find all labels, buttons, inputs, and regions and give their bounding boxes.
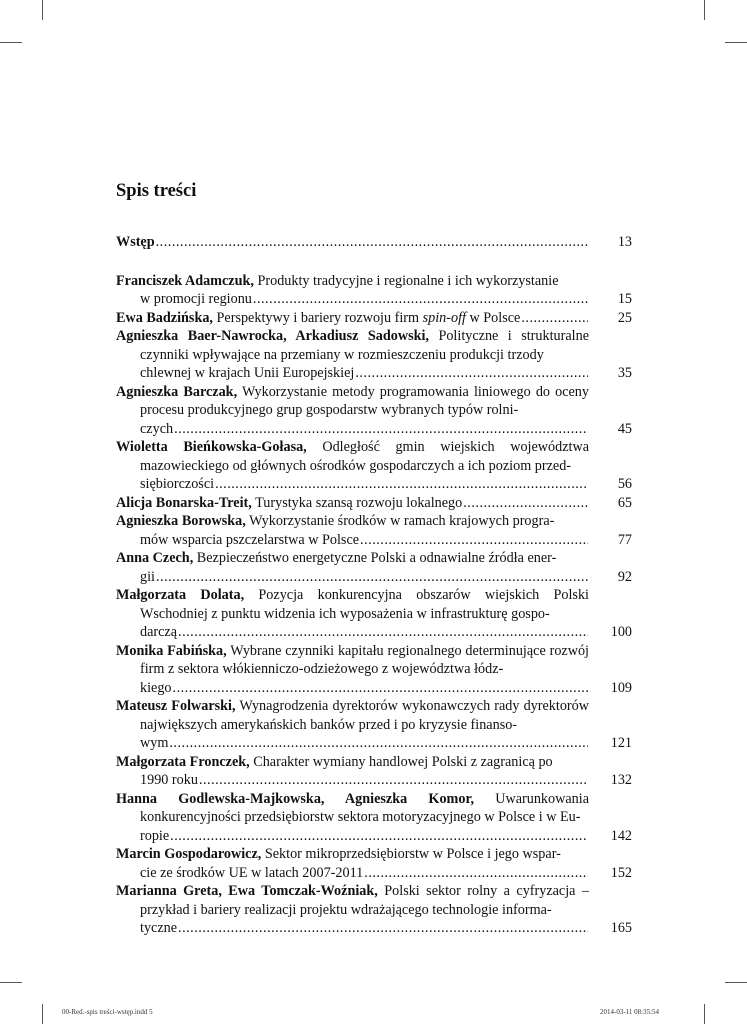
toc-author: Agnieszka Barczak, [116,383,238,400]
table-of-contents [116,233,632,938]
leader-dots [463,494,588,513]
toc-title-part: Wykorzystanie środków w ramach krajowych progra- [245,513,555,529]
toc-page-number: 121 [610,735,632,751]
toc-author: Agnieszka Baer-Nawrocka, Arkadiusz Sadowski, [116,328,429,344]
toc-author: Małgorzata Dolata, [116,587,245,603]
toc-entry[interactable] [116,438,632,494]
toc-entry[interactable] [116,494,632,513]
toc-entry-text [116,327,589,364]
toc-entry[interactable] [116,272,632,309]
toc-title-part: Produkty tradycyjne i regionalne i ich wykorzystanie [253,272,559,289]
toc-title-line [116,494,462,513]
toc-page-number: 45 [617,420,632,437]
toc-last-line [116,679,589,698]
toc-last-line [116,531,589,550]
toc-last-line [116,494,589,513]
toc-entry-intro[interactable] [116,233,632,252]
toc-entry-text [116,753,589,772]
toc-entry[interactable] [116,383,632,439]
toc-last-line [116,568,589,587]
toc-title-part: Perspektywy i bariery rozwoju firm [212,309,423,326]
toc-page-number: 56 [617,476,632,492]
crop-mark [0,42,22,43]
toc-title-part: Bezpieczeństwo energetyczne Polski a odnawialne źródła ener- [193,550,557,566]
toc-last-line [116,364,589,383]
toc-entry[interactable] [116,309,632,328]
crop-mark [725,982,747,983]
toc-title-end: 1990 roku [140,772,198,788]
toc-title-part: Charakter wymiany handlowej Polski z zagranicą po [249,753,553,770]
toc-entry[interactable] [116,697,632,753]
toc-title-part: Sektor mikroprzedsiębiorstw w Polsce i jego wspar- [261,846,561,862]
leader-dots [169,734,588,753]
toc-entry-text [116,642,589,679]
toc-entry-text [116,438,589,475]
toc-title-part: Wybrane czynniki kapitału regionalnego determinujące rozwój firm z sektora włókienniczo-odzieżowego z województwa łódz- [140,642,589,677]
toc-author: Małgorzata Fronczek, [116,753,250,770]
toc-author: Mateusz Folwarski, [116,698,236,714]
toc-page-number: 65 [617,494,632,511]
leader-dots [360,531,588,550]
crop-mark [42,1004,43,1024]
toc-last-line [116,309,589,328]
toc-title-part: Wykorzystanie metody programowania liniowego do oceny procesu produkcyjnego grup gospodarstw wybranych typów rolni- [140,383,589,418]
toc-entry[interactable] [116,845,632,882]
toc-entry[interactable] [116,790,632,846]
toc-entry[interactable] [116,549,632,586]
leader-dots [156,568,588,587]
toc-author: Wioletta Bieńkowska-Gołasa, [116,439,307,455]
toc-last-line [116,864,589,883]
toc-title-end: ropie [140,827,170,844]
toc-last-line [116,623,589,642]
leader-dots [521,309,588,328]
toc-title-end: czych [140,420,174,437]
toc-page-number: 92 [617,568,632,585]
toc-entry-list [116,272,632,938]
toc-author: Franciszek Adamczuk, [116,272,254,289]
leader-dots [173,679,588,698]
toc-author: Monika Fabińska, [116,642,227,659]
crop-mark [725,42,747,43]
toc-title-end: chlewnej w krajach Unii Europejskiej [140,365,355,381]
leader-dots [170,827,588,846]
toc-author: Marcin Gospodarowicz, [116,846,262,862]
toc-last-line [116,827,589,846]
toc-title-end: cie ze środków UE w latach 2007-2011 [140,864,364,881]
toc-page-number: 15 [617,291,632,307]
toc-title-line [116,309,520,328]
toc-title-end: darczą [140,624,178,640]
toc-page-number: 25 [617,309,632,326]
toc-entry-text [116,383,589,420]
toc-author: Anna Czech, [116,550,194,566]
toc-entry[interactable] [116,586,632,642]
toc-title-part: Odległość gmin wiejskich województwa mazowieckiego od głównych ośrodków gospodarczych a ich poziom przed- [140,439,589,474]
toc-entry-text [116,549,589,568]
toc-page-number: 165 [610,920,632,936]
toc-entry-text [116,697,589,734]
toc-entry-text [116,845,589,864]
toc-page-number: 35 [617,365,632,381]
toc-last-line [116,475,589,494]
toc-page-number: 109 [610,679,632,696]
leader-dots [174,420,588,439]
toc-entry-text [116,512,589,531]
toc-title-part: Wynagrodzenia dyrektorów wykonawczych rady dyrektorów największych amerykańskich banków przed i po kryzysie finanso- [140,698,589,733]
crop-mark [704,0,705,20]
crop-mark [42,0,43,20]
toc-entry-text [116,790,589,827]
toc-title-part: Polski sektor rolny a cyfryzacja – przykład i bariery realizacji projektu wdrażającego technologie informa- [140,883,589,918]
toc-title-end: kiego [140,679,172,696]
toc-entry[interactable] [116,642,632,698]
leader-dots [215,475,588,494]
toc-title-end: wym [140,735,169,751]
toc-title-end: gii [140,568,155,585]
toc-page-number: 142 [610,827,632,844]
toc-author: Marianna Greta, Ewa Tomczak-Woźniak, [116,883,378,899]
toc-page-number: 152 [610,864,632,881]
toc-entry[interactable] [116,753,632,790]
toc-author: Ewa Badzińska, [116,309,213,326]
toc-title-part: Uwarunkowania konkurencyjności przedsiębiorstw sektora motoryzacyjnego w Polsce i w Eu- [140,790,589,825]
leader-dots [178,623,588,642]
toc-entry[interactable] [116,512,632,549]
crop-mark [704,1004,705,1024]
toc-page-number: 100 [610,624,632,640]
toc-last-line [116,734,589,753]
toc-intro-label: Wstęp [116,234,155,250]
leader-dots [156,233,588,252]
leader-dots [199,771,588,790]
print-slug-right: 2014-03-11 08:35:54 [600,1008,660,1016]
toc-title-part: Turystyka szansą rozwoju lokalnego [251,494,463,511]
toc-entry-text [116,882,589,919]
toc-title-end: tyczne [140,920,178,936]
toc-entry[interactable] [116,327,632,383]
crop-mark [0,982,22,983]
toc-entry-text [116,586,589,623]
toc-page-number: 132 [610,772,632,788]
page-title: Spis treści [116,181,197,201]
toc-title-end: mów wsparcia pszczelarstwa w Polsce [140,531,360,548]
toc-author: Alicja Bonarska-Treit, [116,494,252,511]
toc-author: Agnieszka Borowska, [116,513,246,529]
toc-title-end: w promocji regionu [140,291,252,307]
toc-title-end: siębiorczości [140,476,215,492]
toc-title-part: w Polsce [465,309,521,326]
toc-title-part: Polityczne i strukturalne czynniki wpływające na przemiany w rozmieszczeniu produkcji trzody [140,328,589,363]
toc-last-line [116,771,589,790]
toc-page-number: 13 [617,234,632,250]
leader-dots [253,290,588,309]
print-slug-left: 00-Red.-spis treści-wstęp.indd 5 [62,1008,153,1016]
toc-last-line [116,420,589,439]
toc-last-line [116,290,589,309]
leader-dots [364,864,588,883]
toc-entry-text [116,272,589,291]
toc-title-part: Pozycja konkurencyjna obszarów wiejskich Polski Wschodniej z punktu widzenia ich wyposażenia w infrastrukturę gospo- [140,587,589,622]
toc-entry[interactable] [116,882,632,938]
leader-dots [355,364,588,383]
toc-title-italic: spin-off [422,309,466,326]
leader-dots [178,919,588,938]
toc-page-number: 77 [617,531,632,548]
toc-author: Hanna Godlewska-Majkowska, Agnieszka Komor, [116,790,474,807]
toc-last-line [116,919,589,938]
